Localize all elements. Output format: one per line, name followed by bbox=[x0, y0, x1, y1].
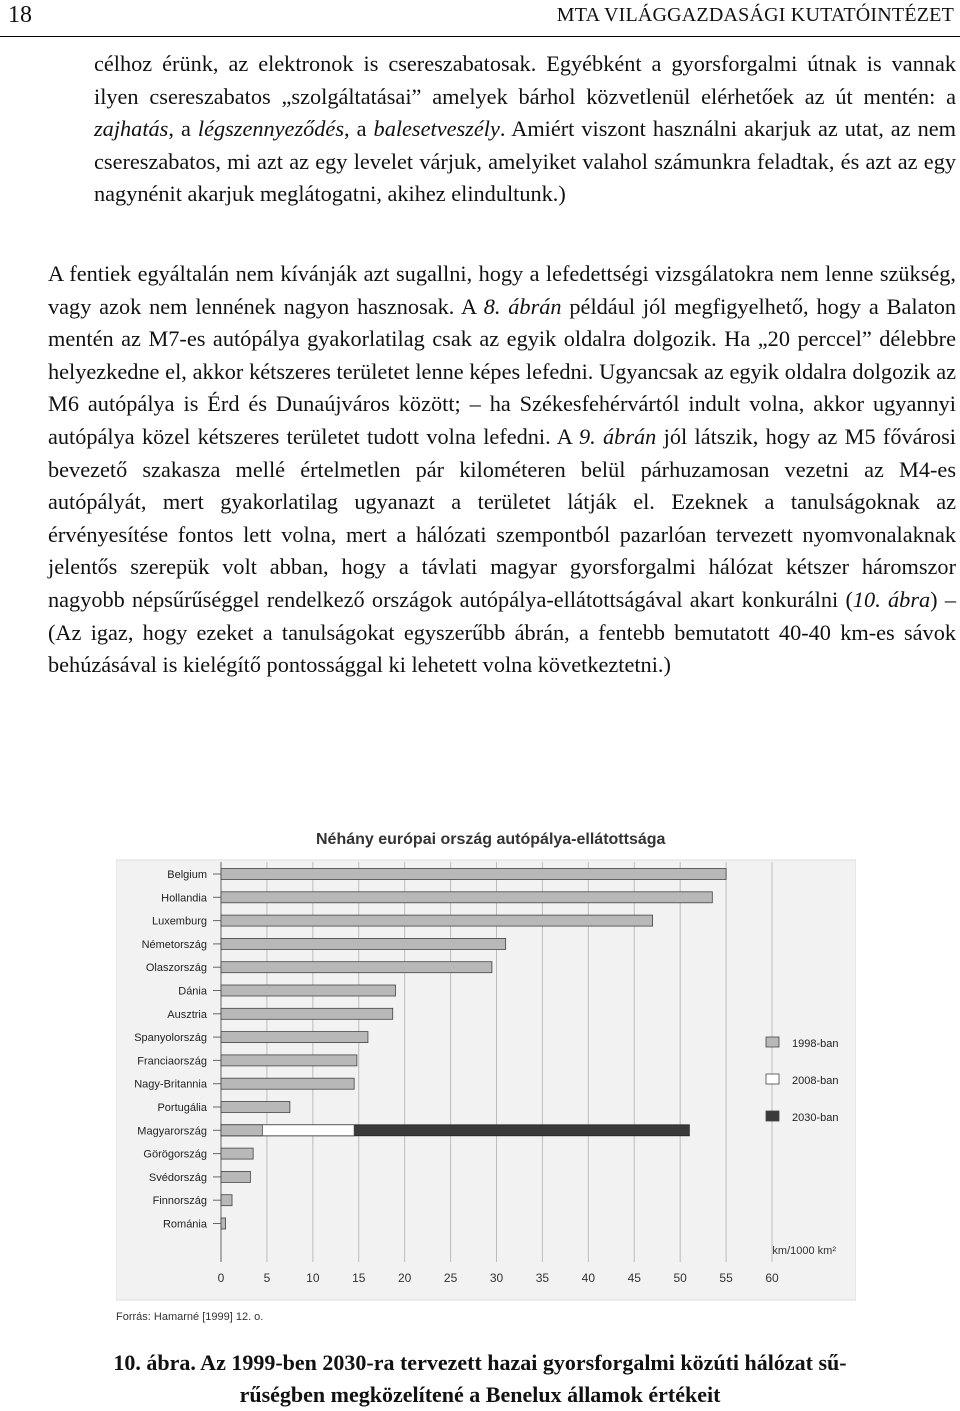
bar-1998 bbox=[221, 1078, 354, 1089]
chart-source: Forrás: Hamarné [1999] 12. o. bbox=[116, 1311, 264, 1323]
x-tick-label: 15 bbox=[352, 1271, 366, 1285]
x-tick-label: 55 bbox=[719, 1271, 733, 1285]
bar-1998 bbox=[221, 1125, 262, 1136]
bar-1998 bbox=[221, 938, 506, 949]
figure-caption bbox=[10, 1347, 950, 1411]
x-tick-label: 0 bbox=[217, 1271, 225, 1285]
bar-1998 bbox=[221, 1171, 250, 1182]
x-tick-label: 40 bbox=[581, 1271, 596, 1285]
bar-1998 bbox=[221, 1008, 393, 1019]
bar-1998 bbox=[221, 1148, 253, 1159]
bar-1998 bbox=[221, 869, 726, 880]
bar-1998 bbox=[221, 892, 712, 903]
chart-figure bbox=[116, 822, 856, 1327]
category-label: Portugália bbox=[157, 1102, 207, 1114]
category-label: Dánia bbox=[178, 985, 207, 998]
bar-chart bbox=[116, 822, 856, 1327]
legend-label: 1998-ban bbox=[792, 1038, 839, 1050]
caption-line-1: 10. ábra. Az 1999-ben 2030-ra tervezett hazai gyorsforgalmi közúti hálózat sű- bbox=[113, 1350, 847, 1375]
running-title: MTA VILÁGGAZDASÁGI KUTATÓINTÉZET bbox=[556, 4, 954, 26]
bar-1998 bbox=[221, 1055, 357, 1066]
caption-line-2: rűségben megközelítené a Benelux államok értékeit bbox=[239, 1382, 721, 1407]
bar-1998 bbox=[221, 962, 492, 973]
x-tick-label: 35 bbox=[535, 1271, 550, 1285]
legend-swatch bbox=[766, 1074, 779, 1084]
bar-1998 bbox=[221, 1032, 368, 1043]
bar-1998 bbox=[221, 985, 395, 996]
category-label: Magyarország bbox=[137, 1125, 207, 1138]
page-number: 18 bbox=[8, 2, 32, 28]
paragraph-2: A fentiek egyáltalán nem kívánják azt sugallni, hogy a lefedettségi vizsgálatokra nem lenne szükség, vagy azok nem lennének nagyon hasznosak. A 8. ábrán például jól megfigyelhető, hogy a Balaton mentén az M7-es autópálya gyakorlatilag csak az egyik oldalra dolgozik. Ha „20 perccel” délebbre helyezkedne el, akkor kétszeres területet lenne képes lefedni. Ugyancsak az egyik oldalra dolgozik az M6 autópálya is Érd és Dunaújváros között; – ha Székesfehérvártól indult volna, akkor ugyannyi autópálya közel kétszeres területet tudott volna lefedni. A 9. ábrán jól látszik, hogy az M5 fővárosi bevezető szakasza mellé értelmetlen pár kilométeren belül párhuzamosan vezetni az M4-es autópályát, mert gyakorlatilag ugyanazt a területet látják el. Ezeknek a tanulságoknak az érvényesítése fontos lett volna, mert a hálózati szempontból pazarlóan tervezett nyomvonalaknak jelentős szerepük volt abban, hogy a távlati magyar gyorsforgalmi hálózat kétszer háromszor nagyobb népsűrűséggel rendelkező országok autópálya-ellátottságával akart konkurálni (10. ábra) – (Az igaz, hogy ezeket a tanulságokat egyszerűbb ábrán, a fentebb bemutatott 40-40 km-es sávok behúzásával is kielégítő pontossággal ki lehetett volna következtetni.) bbox=[48, 261, 957, 678]
x-tick-label: 10 bbox=[306, 1271, 320, 1285]
category-label: Olaszország bbox=[145, 962, 207, 975]
category-label: Luxemburg bbox=[151, 915, 207, 928]
category-label: Finnország bbox=[152, 1195, 207, 1208]
legend-label: 2030-ban bbox=[792, 1112, 839, 1124]
bar-1998 bbox=[221, 1102, 290, 1113]
x-tick-label: 5 bbox=[263, 1271, 271, 1285]
category-label: Hollandia bbox=[161, 892, 207, 905]
category-label: Görögország bbox=[143, 1148, 207, 1161]
category-label: Nagy-Britannia bbox=[134, 1078, 207, 1091]
chart-title: Néhány európai ország autópálya-ellátottsága bbox=[316, 831, 666, 848]
legend-label: 2008-ban bbox=[792, 1075, 839, 1087]
legend-swatch bbox=[766, 1037, 779, 1047]
paragraph-1: célhoz érünk, az elektronok is csereszabatosak. Egyébként a gyorsforgalmi útnak is vannak ilyen csereszabatos „szolgáltatásai” amelyek bárhol közvetlenül elérhetőek az út mentén: a zajhatás, a légszennyeződés, a balesetveszély. Amiért viszont használni akarjuk az utat, az nem csereszabatos, mi azt az egy levelet várjuk, amelyiket valahol számunkra feladtak, és azt az egy nagynénit akarjuk meglátogatni, akihez elindultunk.) bbox=[94, 51, 957, 207]
x-tick-label: 50 bbox=[673, 1271, 687, 1285]
x-tick-label: 20 bbox=[397, 1271, 412, 1285]
bar-1998 bbox=[221, 1218, 226, 1229]
x-tick-label: 60 bbox=[765, 1271, 779, 1285]
x-tick-label: 25 bbox=[443, 1271, 458, 1285]
category-label: Belgium bbox=[167, 869, 207, 881]
bar-1998 bbox=[221, 1195, 232, 1206]
category-label: Ausztria bbox=[167, 1008, 207, 1021]
x-tick-label: 30 bbox=[489, 1271, 504, 1285]
bar-1998 bbox=[221, 915, 653, 926]
page-header bbox=[0, 0, 960, 37]
category-label: Németország bbox=[141, 938, 207, 951]
category-label: Svédország bbox=[148, 1171, 207, 1184]
category-label: Franciaország bbox=[137, 1055, 207, 1068]
x-tick-label: 45 bbox=[627, 1271, 641, 1285]
category-label: Románia bbox=[162, 1218, 207, 1231]
x-axis-label: km/1000 km² bbox=[772, 1245, 836, 1257]
category-label: Spanyolország bbox=[134, 1032, 207, 1045]
legend-swatch bbox=[766, 1111, 779, 1121]
